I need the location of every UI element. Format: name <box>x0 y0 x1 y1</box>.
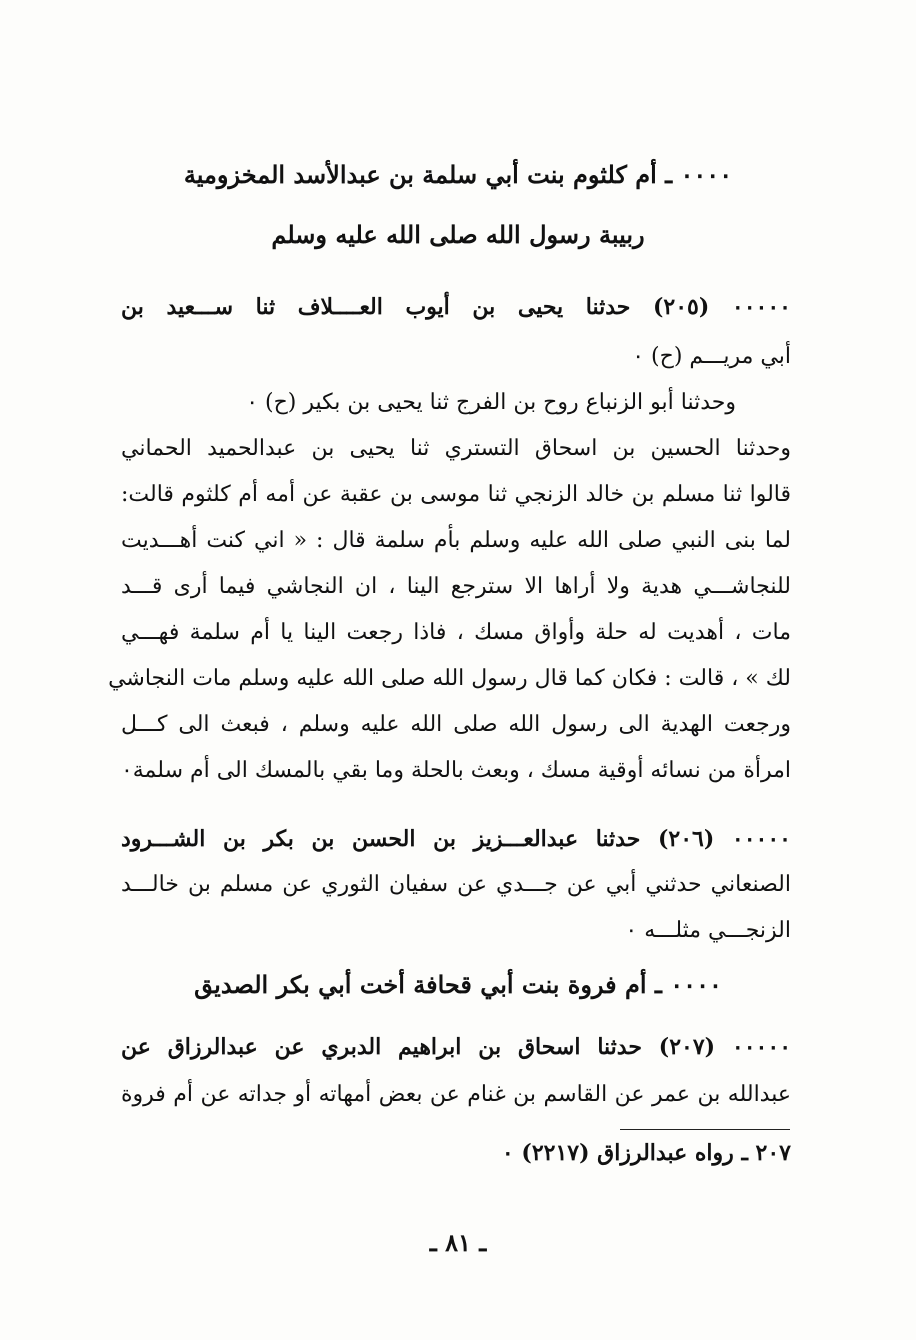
text-line: وحدثنا الحسين بن اسحاق التستري ثنا يحيى بن عبدالحميد الحماني <box>121 436 791 461</box>
heading-subtitle: ربيبة رسول الله صلى الله عليه وسلم <box>271 220 645 249</box>
text-line: لك » ، قالت : فكان كما قال رسول الله صلى الله عليه وسلم مات النجاشي <box>108 666 791 691</box>
text-line: الزنجـــي مثلـــه ٠ <box>625 918 791 943</box>
text-line: عبدالله بن عمر عن القاسم بن غنام عن بعض أمهاته أو جداته عن أم فروة <box>121 1082 791 1107</box>
text-line: ورجعت الهدية الى رسول الله صلى الله عليه وسلم ، فبعث الى كـــل <box>121 712 791 737</box>
page-number: ـ ٨١ ـ <box>429 1228 487 1257</box>
text-line: ٠٠٠٠٠ (٢٠٥) حدثنا يحيى بن أيوب العــــلاف ثنا ســـعيد بن <box>121 294 791 320</box>
text-line: مات ، أهديت له حلة وأواق مسك ، فاذا رجعت الينا يا أم سلمة فهـــي <box>121 620 791 645</box>
text-line: لما بنى النبي صلى الله عليه وسلم بأم سلمة قال : « اني كنت أهـــديت <box>121 528 791 553</box>
text-line: للنجاشـــي هدية ولا أراها الا سترجع الينا ، ان النجاشي فيما أرى قـــد <box>121 574 791 599</box>
text-line: امرأة من نسائه أوقية مسك ، وبعث بالحلة وما بقي بالمسك الى أم سلمة٠ <box>120 758 791 783</box>
heading-umm-kulthum: ٠٠٠٠ ـ أم كلثوم بنت أبي سلمة بن عبدالأسد المخزومية <box>183 160 733 189</box>
heading-umm-farwa: ٠٠٠٠ ـ أم فروة بنت أبي قحافة أخت أبي بكر الصديق <box>194 970 722 999</box>
text-line: الصنعاني حدثني أبي عن جـــدي عن سفيان الثوري عن مسلم بن خالـــد <box>121 872 791 897</box>
text-line: قالوا ثنا مسلم بن خالد الزنجي ثنا موسى بن عقبة عن أمه أم كلثوم قالت: <box>121 482 791 507</box>
text-line: ٠٠٠٠٠ (٢٠٦) حدثنا عبدالعـــزيز بن الحسن بن بكر بن الشـــرود <box>121 826 791 852</box>
text-line: وحدثنا أبو الزنباع روح بن الفرج ثنا يحيى بن بكير (ح) ٠ <box>246 390 736 415</box>
text-line: ٠٠٠٠٠ (٢٠٧) حدثنا اسحاق بن ابراهيم الدبري عن عبدالرزاق عن <box>121 1034 792 1060</box>
text-line: أبي مريـــم (ح) ٠ <box>632 344 791 369</box>
footnote-divider <box>620 1129 790 1130</box>
footnote: ٢٠٧ ـ رواه عبدالرزاق (٢٢١٧) ٠ <box>501 1140 791 1166</box>
